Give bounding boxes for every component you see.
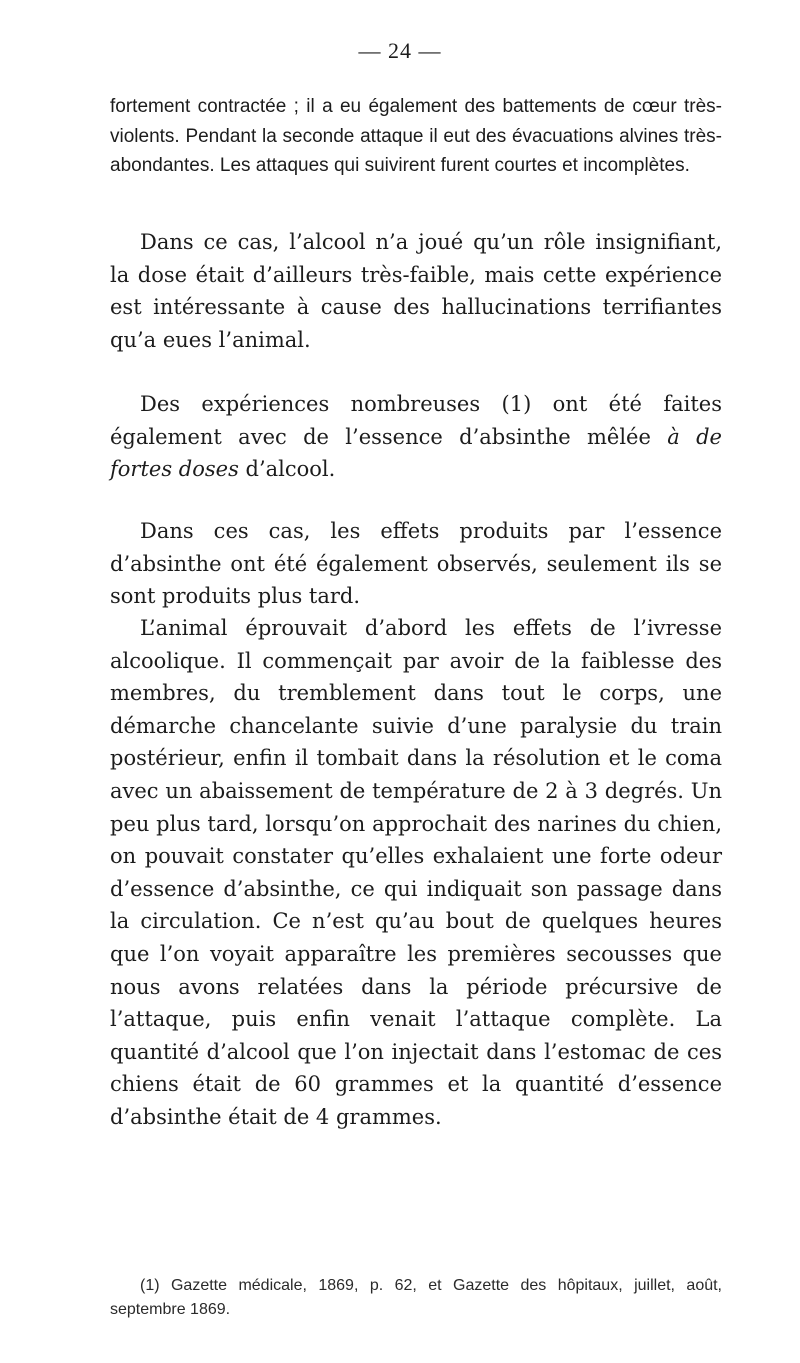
paragraph-effects-observed: Dans ces cas, les effets produits par l’essence d’absinthe ont été également observés, seulement ils se sont produits plus tard. [110, 519, 722, 609]
paragraph-experiments [110, 388, 722, 486]
paragraph-alcohol-role: Dans ce cas, l’alcool n’a joué qu’un rôle insignifiant, la dose était d’ailleurs très-faible, mais cette expérience est intéressante à cause des hallucinations terrifiantes qu’a eues l’animal. [110, 230, 722, 352]
paragraph-animal-symptoms: L’animal éprouvait d’abord les effets de l’ivresse alcoolique. Il commençait par avoir de la faiblesse des membres, du tremblement dans tout le corps, une démarche chancelante suivie d’une paralysie du train postérieur, enfin il tombait dans la résolution et le coma avec un abaissement de température de 2 à 3 degrés. Un peu plus tard, lorsqu’on approchait des narines du chien, on pouvait constater qu’elles exhalaient une forte odeur d’essence d’absinthe, ce qui indiquait son passage dans la circulation. Ce n’est qu’au bout de quelques heures que l’on voyait apparaître les premières secousses que nous avons relatées dans la période précursive de l’attaque, puis enfin venait l’attaque complète. La quantité d’alcool que l’on injectait dans l’estomac de ces chiens était de 60 grammes et la quantité d’essence d’absinthe était de 4 grammes. [110, 616, 722, 1129]
footnote: (1) Gazette médicale, 1869, p. 62, et Gazette des hôpitaux, juillet, août, septembre 1869. [110, 1277, 722, 1318]
intro-paragraph: fortement contractée ; il a eu également des battements de cœur très-violents. Pendant la seconde attaque il eut des évacuations alvines très-abondantes. Les attaques qui suivirent furent courtes et incomplètes. [110, 96, 722, 177]
paragraph-experiments-text: Des expériences nombreuses (1) ont été faites également avec de l’essence d’absinthe mêlée [110, 392, 722, 449]
paragraph-experiments-italic: à de fortes doses [110, 424, 722, 482]
page-number: — 24 — [358, 38, 442, 63]
paragraph-experiments-end: d’alcool. [238, 457, 336, 482]
